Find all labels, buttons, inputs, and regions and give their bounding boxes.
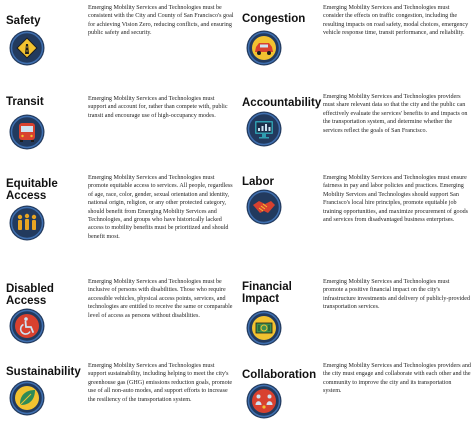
principle-text: Emerging Mobility Services and Technologies must consider the effects on traffic congestion, including the resulting impacts on road safety, modal choices, emergency vehicle response time, transit performance, and reliability. bbox=[323, 5, 469, 37]
leaf-icon bbox=[9, 380, 45, 416]
principle-title: Transit bbox=[6, 96, 44, 108]
principle-title: Sustainability bbox=[6, 366, 81, 378]
principle-title: Disabled Access bbox=[6, 283, 54, 307]
principle-title: Labor bbox=[242, 176, 274, 188]
chart-screen-icon bbox=[246, 111, 282, 147]
principle-title: Congestion bbox=[242, 13, 306, 25]
principle-text: Emerging Mobility Services and Technologies providers and the city must engage and collaborate with each other and the community to improve the city and its transportation system. bbox=[323, 363, 471, 395]
principle-text: Emerging Mobility Services and Technologies must promote equitable access to services. All people, regardless of age, race, color, gender, sexual orientation and identity, national origin, religion, or any other protected category, should benefit from Emerging Mobility Services and Technologies, and groups who have historically lacked access to mobility benefits must be prioritized and should benefit most. bbox=[88, 175, 233, 240]
road-sign-icon bbox=[9, 30, 45, 66]
principle-text: Emerging Mobility Services and Technologies must support sustainability, including helping to meet the city's greenhouse gas (GHG) emissions reduction goals, promote use of all non-auto modes, and support efforts to increase the resiliency of the transportation system. bbox=[88, 363, 233, 403]
principle-title: Equitable Access bbox=[6, 178, 58, 202]
people-icon bbox=[9, 205, 45, 241]
principle-text: Emerging Mobility Services and Technologies must ensure fairness in pay and labor policies and practices. Emerging Mobility Services and Technologies should support San Francisco's local hire principles, promote equitable job training opportunities, and maximize procurement of goods and services from disadvantaged business enterprises. bbox=[323, 175, 469, 224]
money-icon bbox=[246, 310, 282, 346]
principle-title: Collaboration bbox=[242, 369, 317, 381]
principle-text: Emerging Mobility Services and Technologies providers must share relevant data so that the city and the public can effectively evaluate the services' benefits to and impacts on the transportation system, and determine whether the services reflect the goals of San Francisco. bbox=[323, 94, 468, 134]
bus-icon bbox=[9, 114, 45, 150]
principle-title: Safety bbox=[6, 15, 41, 27]
principle-text: Emerging Mobility Services and Technologies must support and account for, rather than compete with, public transit and encourage use of high-occupancy modes. bbox=[88, 96, 228, 119]
collaboration-icon bbox=[246, 383, 282, 419]
principle-title: Financial Impact bbox=[242, 281, 292, 305]
wheelchair-icon bbox=[9, 308, 45, 344]
principle-text: Emerging Mobility Services and Technologies must promote a positive financial impact on the city's infrastructure investments and delivery of publicly-provided transportation services. bbox=[323, 279, 471, 311]
principle-text: Emerging Mobility Services and Technologies must be inclusive of persons with disabilities. Those who require accessible vehicles, physical access points, services, and technologies are entitled to receive the same or comparable level of access as persons without disabilities. bbox=[88, 279, 233, 319]
handshake-icon bbox=[246, 189, 282, 225]
principle-text: Emerging Mobility Services and Technologies must be consistent with the City and County of San Francisco's goal for achieving Vision Zero, reducing conflicts, and ensuring public safety and security. bbox=[88, 5, 234, 37]
car-icon bbox=[246, 30, 282, 66]
principle-title: Accountability bbox=[242, 97, 322, 109]
